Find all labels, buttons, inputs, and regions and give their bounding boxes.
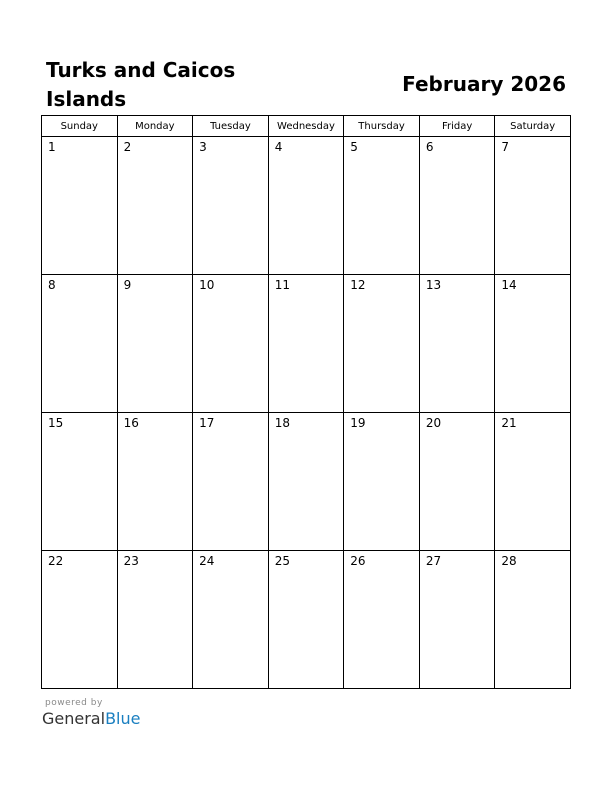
- day-cell: [344, 275, 420, 413]
- day-number: 11: [274, 278, 290, 292]
- day-number: 19: [350, 416, 366, 430]
- calendar-grid: [41, 115, 571, 689]
- day-cell: [495, 275, 571, 413]
- generalblue-logo[interactable]: [42, 709, 140, 728]
- day-number: 15: [48, 416, 64, 430]
- day-cell: [117, 413, 193, 551]
- day-number: 9: [123, 278, 132, 292]
- day-number: 21: [501, 416, 517, 430]
- day-cell: [495, 551, 571, 689]
- day-cell: [193, 137, 269, 275]
- day-number: 26: [350, 554, 366, 568]
- week-row: [42, 413, 571, 551]
- day-number: 25: [274, 554, 290, 568]
- day-cell: [117, 275, 193, 413]
- day-number: 13: [425, 278, 442, 292]
- day-cell: [42, 551, 118, 689]
- logo-blue-text: Blue: [105, 709, 141, 728]
- weekday-saturday: Saturday: [495, 116, 571, 137]
- day-cell: [419, 275, 495, 413]
- day-cell: [495, 413, 571, 551]
- day-number: 3: [199, 140, 207, 154]
- day-cell: [193, 413, 269, 551]
- day-number: 23: [123, 554, 139, 568]
- day-cell: [268, 137, 344, 275]
- weekday-monday: Monday: [117, 116, 193, 137]
- weekday-sunday: Sunday: [42, 116, 118, 137]
- day-number: 6: [425, 140, 434, 154]
- day-cell: [193, 551, 269, 689]
- day-number: 7: [501, 140, 510, 154]
- day-number: 4: [274, 140, 283, 154]
- weekday-friday: Friday: [419, 116, 495, 137]
- day-cell: [117, 137, 193, 275]
- day-number: 10: [199, 278, 215, 292]
- day-cell: [268, 413, 344, 551]
- day-cell: [117, 551, 193, 689]
- day-number: 24: [199, 554, 215, 568]
- day-cell: [344, 551, 420, 689]
- day-cell: [268, 275, 344, 413]
- day-cell: [419, 413, 495, 551]
- weekday-wednesday: Wednesday: [268, 116, 344, 137]
- day-number: 20: [425, 416, 442, 430]
- powered-by-text: powered by: [45, 698, 103, 708]
- day-number: 28: [501, 554, 517, 568]
- week-row: [42, 551, 571, 689]
- weekday-tuesday: Tuesday: [193, 116, 269, 137]
- day-cell: [495, 137, 571, 275]
- day-number: 2: [123, 140, 132, 154]
- week-row: [42, 275, 571, 413]
- day-cell: [42, 413, 118, 551]
- day-number: 22: [48, 554, 64, 568]
- logo-general-text: General: [42, 709, 106, 728]
- day-number: 17: [199, 416, 215, 430]
- day-number: 5: [350, 140, 358, 154]
- day-number: 12: [350, 278, 366, 292]
- day-cell: [344, 413, 420, 551]
- footer: [42, 698, 140, 728]
- day-cell: [193, 275, 269, 413]
- country-title: Turks and Caicos Islands: [46, 58, 236, 111]
- weekday-thursday: Thursday: [344, 116, 420, 137]
- day-cell: [42, 275, 118, 413]
- day-cell: [419, 551, 495, 689]
- weekday-header-row: [42, 116, 571, 137]
- day-number: 16: [123, 416, 139, 430]
- day-number: 14: [501, 278, 517, 292]
- day-number: 1: [48, 140, 56, 154]
- day-number: 27: [425, 554, 442, 568]
- day-cell: [419, 137, 495, 275]
- week-row: [42, 137, 571, 275]
- month-title: February 2026: [402, 72, 566, 96]
- day-number: 8: [48, 278, 56, 292]
- day-cell: [268, 551, 344, 689]
- day-number: 18: [274, 416, 290, 430]
- day-cell: [42, 137, 118, 275]
- day-cell: [344, 137, 420, 275]
